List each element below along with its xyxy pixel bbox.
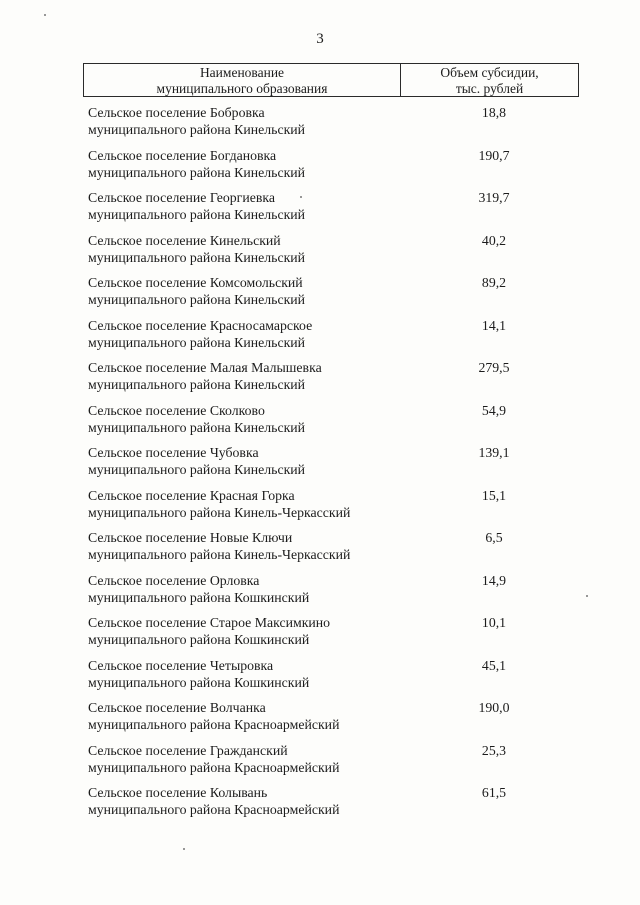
subsidy-value: 139,1 xyxy=(478,445,510,460)
scan-speck xyxy=(183,848,185,850)
subsidy-value: 18,8 xyxy=(481,105,507,120)
district-name: муниципального района Кинельский xyxy=(88,462,306,477)
district-name: муниципального района Кошкинский xyxy=(88,589,310,605)
settlement-name: Сельское поселение Новые Ключи xyxy=(88,530,293,545)
table-row xyxy=(88,359,578,402)
subsidy-value: 25,3 xyxy=(481,742,507,758)
subsidy-value: 54,9 xyxy=(481,402,507,418)
subsidy-value: 40,2 xyxy=(481,232,507,248)
district-name: муниципального района Красноармейский xyxy=(88,717,340,732)
municipality-name xyxy=(88,699,404,733)
subsidy-value: 190,7 xyxy=(478,147,510,163)
table-row xyxy=(88,657,578,700)
table-row xyxy=(88,232,578,275)
table-row xyxy=(88,529,578,572)
subsidy-value: 14,9 xyxy=(481,572,507,588)
municipality-name xyxy=(88,529,404,563)
subsidy-value: 10,1 xyxy=(481,615,507,630)
table-row xyxy=(88,147,578,190)
settlement-name: Сельское поселение Красная Горка xyxy=(88,487,295,503)
table-row xyxy=(88,784,578,827)
district-name: муниципального района Кинельский xyxy=(88,164,306,180)
district-name: муниципального района Кинельский xyxy=(88,122,306,137)
header-value-line2: тыс. рублей xyxy=(455,81,524,96)
municipality-name xyxy=(88,444,404,478)
district-name: муниципального района Кинельский xyxy=(88,249,306,265)
municipality-name xyxy=(88,189,404,223)
settlement-name: Сельское поселение Красносамарское xyxy=(88,317,313,333)
table-row xyxy=(88,317,578,360)
header-name-cell xyxy=(84,64,401,96)
municipality-name xyxy=(88,657,404,691)
municipality-name xyxy=(88,359,404,393)
table-row xyxy=(88,572,578,615)
municipality-name xyxy=(88,104,404,138)
subsidy-value: 14,1 xyxy=(481,317,507,333)
settlement-name: Сельское поселение Колывань xyxy=(88,785,268,800)
table-row xyxy=(88,104,578,147)
table-header xyxy=(83,63,579,97)
district-name: муниципального района Кинельский xyxy=(88,334,306,350)
subsidy-value: 15,1 xyxy=(481,487,507,503)
municipality-name xyxy=(88,317,404,351)
settlement-name: Сельское поселение Орловка xyxy=(88,572,260,588)
scan-speck xyxy=(300,196,302,198)
scan-speck xyxy=(586,595,588,597)
table-row xyxy=(88,487,578,530)
settlement-name: Сельское поселение Георгиевка xyxy=(88,190,275,205)
municipality-name xyxy=(88,147,404,181)
subsidy-value: 279,5 xyxy=(478,360,510,375)
settlement-name: Сельское поселение Старое Максимкино xyxy=(88,615,331,630)
table-row xyxy=(88,274,578,317)
subsidy-value: 6,5 xyxy=(485,530,503,545)
table-row xyxy=(88,402,578,445)
municipality-name xyxy=(88,742,404,776)
settlement-name: Сельское поселение Богдановка xyxy=(88,147,277,163)
settlement-name: Сельское поселение Комсомольский xyxy=(88,275,303,290)
district-name: муниципального района Кинельский xyxy=(88,419,306,435)
settlement-name: Сельское поселение Четыровка xyxy=(88,657,274,673)
table-body xyxy=(88,104,578,827)
municipality-name xyxy=(88,487,404,521)
district-name: муниципального района Кошкинский xyxy=(88,674,310,690)
settlement-name: Сельское поселение Сколково xyxy=(88,402,265,418)
subsidy-value: 190,0 xyxy=(478,700,510,715)
header-value-line1: Объем субсидии, xyxy=(440,65,539,80)
settlement-name: Сельское поселение Гражданский xyxy=(88,742,288,758)
page-number: 3 xyxy=(316,31,324,47)
district-name: муниципального района Кинельский xyxy=(88,292,306,307)
district-name: муниципального района Кинель-Черкасский xyxy=(88,547,351,562)
settlement-name: Сельское поселение Волчанка xyxy=(88,700,266,715)
header-value-cell xyxy=(401,64,578,96)
header-name-line2: муниципального образования xyxy=(156,81,328,96)
municipality-name xyxy=(88,572,404,606)
municipality-name xyxy=(88,784,404,818)
settlement-name: Сельское поселение Чубовка xyxy=(88,445,259,460)
subsidy-value: 89,2 xyxy=(481,275,507,290)
district-name: муниципального района Кошкинский xyxy=(88,632,310,647)
table-row xyxy=(88,444,578,487)
table-row xyxy=(88,189,578,232)
district-name: муниципального района Красноармейский xyxy=(88,802,340,817)
scan-speck xyxy=(44,14,46,16)
municipality-name xyxy=(88,232,404,266)
district-name: муниципального района Красноармейский xyxy=(88,759,340,775)
municipality-name xyxy=(88,402,404,436)
subsidy-value: 45,1 xyxy=(481,657,507,673)
settlement-name: Сельское поселение Малая Малышевка xyxy=(88,360,322,375)
table-row xyxy=(88,614,578,657)
municipality-name xyxy=(88,274,404,308)
header-name-line1: Наименование xyxy=(199,65,285,80)
subsidy-value: 319,7 xyxy=(478,190,510,205)
district-name: муниципального района Кинель-Черкасский xyxy=(88,504,351,520)
district-name: муниципального района Кинельский xyxy=(88,377,306,392)
district-name: муниципального района Кинельский xyxy=(88,207,306,222)
table-row xyxy=(88,742,578,785)
settlement-name: Сельское поселение Кинельский xyxy=(88,232,281,248)
table-row xyxy=(88,699,578,742)
municipality-name xyxy=(88,614,404,648)
subsidy-value: 61,5 xyxy=(481,785,507,800)
settlement-name: Сельское поселение Бобровка xyxy=(88,105,265,120)
